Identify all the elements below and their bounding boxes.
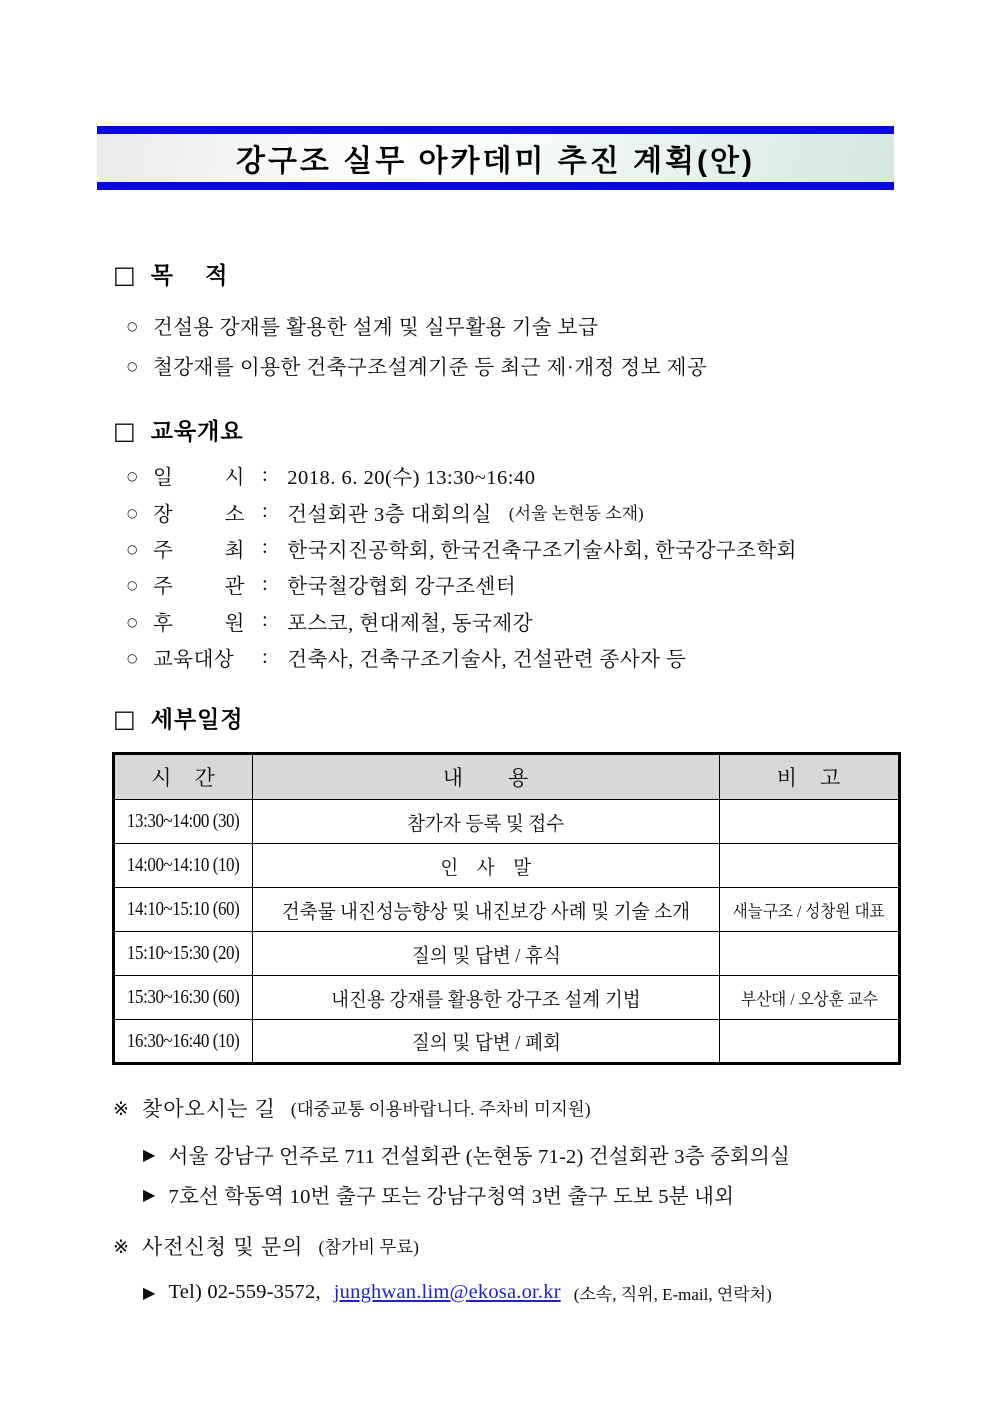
- table-row: [114, 976, 900, 1020]
- colon-separator: :: [261, 536, 269, 559]
- table-row: [114, 1020, 900, 1064]
- circle-bullet-icon: ○: [127, 614, 138, 629]
- arrow-bullet-icon: ▶: [143, 1185, 156, 1204]
- circle-bullet-icon: ○: [127, 359, 138, 373]
- reference-mark-icon: ※: [113, 1097, 129, 1120]
- list-item: [113, 1174, 899, 1214]
- application-heading: [113, 1232, 899, 1262]
- directions-item-text: 7호선 학동역 10번 출구 또는 강남구청역 3번 출구 도보 5분 내외: [168, 1186, 735, 1208]
- overview-heading-label: 교육개요: [150, 418, 244, 444]
- circle-bullet-icon: ○: [127, 578, 138, 593]
- directions-heading: [113, 1094, 899, 1124]
- section-box-icon: □: [113, 416, 136, 445]
- remark-cell: [720, 844, 900, 888]
- arrow-bullet-icon: ▶: [143, 1145, 156, 1164]
- application-heading-note: (참가비 무료): [318, 1237, 419, 1257]
- overview-row-value: 포스코, 현대제철, 동국제강: [287, 612, 534, 635]
- colon-separator: :: [261, 645, 269, 668]
- overview-row-label: 교육대상: [152, 649, 235, 672]
- col-header-time: 시 간: [114, 754, 253, 800]
- table-row: [114, 844, 900, 888]
- schedule-table: [112, 752, 901, 1065]
- directions-heading-label: 찾아오시는 길: [141, 1097, 276, 1121]
- content-cell: 내진용 강재를 활용한 강구조 설계 기법: [253, 976, 720, 1020]
- application-heading-label: 사전신청 및 문의: [141, 1235, 304, 1259]
- list-item: [113, 1134, 899, 1174]
- directions-heading-note: (대중교통 이용바랍니다. 주차비 미지원): [290, 1099, 591, 1119]
- time-cell: 13:30~14:00 (30): [114, 800, 253, 844]
- time-cell: 14:10~15:10 (60): [114, 888, 253, 932]
- directions-items: [113, 1134, 899, 1214]
- colon-separator: :: [261, 572, 269, 595]
- tel-label: Tel) 02-559-3572,: [168, 1280, 321, 1303]
- page-title: 강구조 실무 아카데미 추진 계획(안): [235, 145, 756, 178]
- remark-cell: [720, 800, 900, 844]
- remark-cell: 새늘구조 / 성창원 대표: [720, 888, 900, 932]
- section-directions: [113, 1094, 899, 1214]
- table-row: [114, 800, 900, 844]
- overview-row-value: 한국철강협회 강구조센터: [287, 576, 517, 599]
- overview-row-value: 건설회관 3층 대회의실: [287, 503, 492, 526]
- overview-row-label: 장 소: [152, 503, 245, 526]
- purpose-item-text: 건설용 강재를 활용한 설계 및 실무활용 기술 보급: [152, 317, 599, 339]
- overview-row-note: (서울 논현동 소재): [508, 504, 644, 524]
- schedule-heading: [113, 704, 899, 735]
- remark-cell: [720, 932, 900, 976]
- table-header-row: [114, 754, 900, 800]
- title-banner: [97, 126, 894, 190]
- colon-separator: :: [261, 609, 269, 632]
- content-cell: 참가자 등록 및 접수: [253, 800, 720, 844]
- circle-bullet-icon: ○: [127, 651, 138, 666]
- overview-row-value: 한국지진공학회, 한국건축구조기술사회, 한국강구조학회: [287, 539, 797, 562]
- list-item: [113, 305, 899, 345]
- circle-bullet-icon: ○: [127, 319, 138, 333]
- col-header-remark: 비 고: [720, 754, 900, 800]
- overview-row: [113, 639, 899, 675]
- overview-row-label: 주 최: [152, 539, 245, 562]
- table-row: [114, 932, 900, 976]
- application-contact: [113, 1272, 899, 1312]
- section-box-icon: □: [113, 704, 136, 733]
- content-cell: 질의 및 답변 / 폐회: [253, 1020, 720, 1064]
- banner-top-bar: [97, 126, 894, 134]
- content-cell: 건축물 내진성능향상 및 내진보강 사례 및 기술 소개: [253, 888, 720, 932]
- purpose-heading-label: 목 적: [150, 262, 229, 288]
- overview-row-label: 주 관: [152, 576, 245, 599]
- section-schedule: [113, 704, 899, 735]
- overview-row-label: 후 원: [152, 612, 245, 635]
- time-cell: 15:30~16:30 (60): [114, 976, 253, 1020]
- overview-row: [113, 566, 899, 602]
- purpose-item-text: 철강재를 이용한 건축구조설계기준 등 최근 제·개정 정보 제공: [152, 357, 708, 379]
- contact-line: [113, 1272, 899, 1312]
- banner-bottom-bar: [97, 182, 894, 190]
- circle-bullet-icon: ○: [127, 541, 138, 556]
- circle-bullet-icon: ○: [127, 505, 138, 520]
- overview-row: [113, 493, 899, 529]
- section-box-icon: □: [113, 260, 136, 289]
- colon-separator: :: [261, 463, 269, 486]
- remark-cell: 부산대 / 오상훈 교수: [720, 976, 900, 1020]
- colon-separator: :: [261, 500, 269, 523]
- overview-rows: [113, 457, 899, 675]
- time-cell: 16:30~16:40 (10): [114, 1020, 253, 1064]
- directions-item-text: 서울 강남구 언주로 711 건설회관 (논현동 71-2) 건설회관 3층 중회의실: [168, 1146, 790, 1168]
- overview-row-label: 일 시: [152, 467, 245, 490]
- section-overview: [113, 416, 899, 675]
- overview-row-value: 2018. 6. 20(수) 13:30~16:40: [287, 467, 536, 490]
- section-purpose: [113, 260, 899, 385]
- col-header-content: 내 용: [253, 754, 720, 800]
- contact-fields-note: (소속, 직위, E-mail, 연락처): [573, 1284, 772, 1304]
- overview-row: [113, 530, 899, 566]
- overview-row-value: 건축사, 건축구조기술사, 건설관련 종사자 등: [287, 649, 687, 672]
- overview-row: [113, 603, 899, 639]
- overview-row: [113, 457, 899, 493]
- banner-body: [97, 134, 894, 182]
- content-cell: 인 사 말: [253, 844, 720, 888]
- table-row: [114, 888, 900, 932]
- remark-cell: [720, 1020, 900, 1064]
- time-cell: 14:00~14:10 (10): [114, 844, 253, 888]
- section-application: [113, 1232, 899, 1312]
- purpose-heading: [113, 260, 899, 291]
- arrow-bullet-icon: ▶: [143, 1283, 156, 1302]
- time-cell: 15:10~15:30 (20): [114, 932, 253, 976]
- email-link[interactable]: junghwan.lim@ekosa.or.kr: [333, 1280, 561, 1303]
- list-item: [113, 345, 899, 385]
- overview-heading: [113, 416, 899, 447]
- schedule-heading-label: 세부일정: [150, 706, 244, 732]
- reference-mark-icon: ※: [113, 1235, 129, 1258]
- purpose-items: [113, 305, 899, 385]
- circle-bullet-icon: ○: [127, 469, 138, 484]
- content-cell: 질의 및 답변 / 휴식: [253, 932, 720, 976]
